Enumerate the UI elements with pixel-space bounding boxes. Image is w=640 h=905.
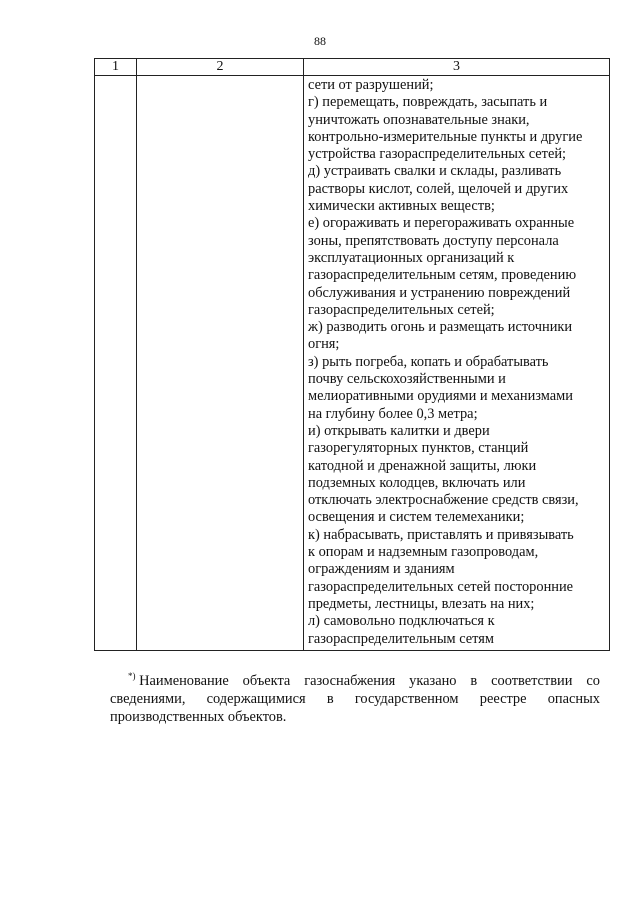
page-number: 88 xyxy=(314,34,326,48)
restriction-line: е) огораживать и перегораживать охранные xyxy=(308,215,575,232)
restriction-line: контрольно-измерительные пункты и другие xyxy=(308,128,583,145)
restriction-line: и) открывать калитки и двери xyxy=(308,422,490,439)
footnote-word: сведениями, xyxy=(110,691,186,707)
footnote xyxy=(110,672,600,726)
cell-col-2 xyxy=(137,76,304,651)
footnote-word: со xyxy=(586,673,600,689)
restriction-line: эксплуатационных организаций к xyxy=(308,249,515,266)
restriction-line: обслуживания и устранению повреждений xyxy=(308,284,571,301)
requirements-table xyxy=(94,58,610,651)
restriction-line: растворы кислот, солей, щелочей и других xyxy=(308,180,569,197)
restriction-line: катодной и дренажной защиты, люки xyxy=(308,457,537,474)
cell-col-1 xyxy=(95,76,137,651)
restriction-line: к) набрасывать, приставлять и привязывать xyxy=(308,526,574,543)
footnote-line-1 xyxy=(110,672,600,690)
footnote-word: соответствии xyxy=(491,673,573,689)
restriction-line: подземных колодцев, включать или xyxy=(308,474,526,491)
footnote-word: газоснабжения xyxy=(304,673,396,689)
footnote-word xyxy=(128,672,229,690)
restriction-line: сети от разрушений; xyxy=(308,77,434,93)
footnote-word: объекта xyxy=(242,673,291,689)
restriction-line: к опорам и надземным газопроводам, xyxy=(308,544,539,561)
restriction-line: г) перемещать, повреждать, засыпать и xyxy=(308,94,548,111)
footnote-word: в xyxy=(326,691,334,707)
header-col-1: 1 xyxy=(95,59,137,76)
footnote-word: содержащимися xyxy=(206,691,306,707)
header-col-2: 2 xyxy=(137,59,304,76)
restriction-line: газорегуляторных пунктов, станций xyxy=(308,440,529,457)
restriction-line: уничтожать опознавательные знаки, xyxy=(308,111,530,128)
restriction-line: устройства газораспределительных сетей; xyxy=(308,146,567,163)
table-row xyxy=(95,76,610,651)
footnote-line-3: производственных объектов. xyxy=(110,709,287,725)
restriction-line: почву сельскохозяйственными и xyxy=(308,371,506,388)
restriction-line: л) самовольно подключаться к xyxy=(308,613,495,630)
footnote-word-text: Наименование xyxy=(139,673,229,689)
restriction-line: огня; xyxy=(308,336,340,353)
footnote-word: опасных xyxy=(547,691,600,707)
restriction-line: на глубину более 0,3 метра; xyxy=(308,405,478,422)
header-col-3: 3 xyxy=(304,59,610,76)
footnote-word: государственном xyxy=(354,691,459,707)
restriction-line: ограждениям и зданиям xyxy=(308,561,455,578)
restriction-line: газораспределительных сетей посторонние xyxy=(308,578,574,595)
restriction-line: мелиоративными орудиями и механизмами xyxy=(308,388,573,405)
restriction-line: газораспределительным сетям xyxy=(308,630,495,647)
restriction-line: химически активных веществ; xyxy=(308,198,495,215)
footnote-marker: *) xyxy=(128,671,136,682)
restriction-line: отключать электроснабжение средств связи, xyxy=(308,492,579,509)
footnote-word: в xyxy=(470,673,478,689)
footnote-word: реестре xyxy=(479,691,527,707)
footnote-line-2 xyxy=(110,690,600,708)
restriction-line: газораспределительных сетей; xyxy=(308,301,495,318)
restriction-line: газораспределительным сетям, проведению xyxy=(308,267,577,284)
restriction-line: предметы, лестницы, влезать на них; xyxy=(308,595,535,612)
restriction-line: зоны, препятствовать доступу персонала xyxy=(308,232,559,249)
restriction-line: освещения и систем телемеханики; xyxy=(308,509,525,526)
cell-col-3-restrictions xyxy=(304,76,610,651)
restriction-line: д) устраивать свалки и склады, разливать xyxy=(308,163,562,180)
footnote-word: указано xyxy=(409,673,457,689)
restriction-line: з) рыть погреба, копать и обрабатывать xyxy=(308,353,549,370)
table-header-row xyxy=(95,59,610,76)
restriction-line: ж) разводить огонь и размещать источники xyxy=(308,319,573,336)
